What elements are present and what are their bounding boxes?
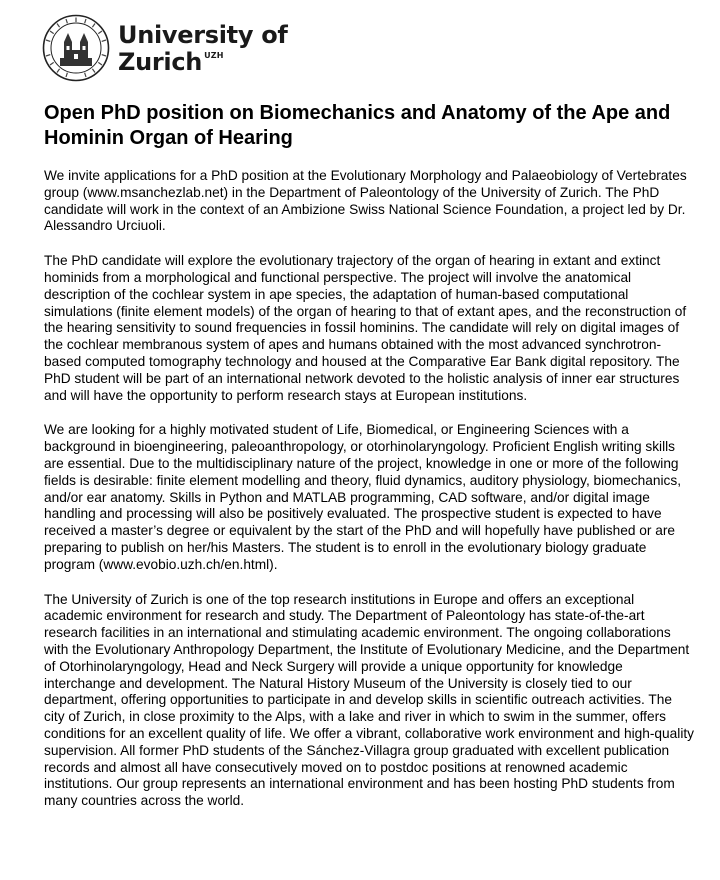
logo-line-1: University of xyxy=(118,20,288,49)
university-logo xyxy=(42,12,288,84)
page-title: Open PhD position on Biomechanics and Anatomy of the Ape and Hominin Organ of Hearing xyxy=(44,102,671,149)
paragraph-project: The PhD candidate will explore the evolutionary trajectory of the organ of hearing in extant and extinct hominids from a morphological and functional perspective. The project will involve the anatomical description of the cochlear system in ape species, the adaptation of human-based computational simulations (finite element models) of the organ of hearing to that of extant apes, and the reconstruction of the hearing sensitivity to sound frequencies in fossil hominins. The candidate will rely on digital images of the cochlear membranous system of apes and humans obtained with the most advanced synchrotron-based computed tomography technology and housed at the Comparative Ear Bank digital repository. The PhD student will be part of an international network devoted to the holistic analysis of inner ear structures and will have the opportunity to perform research stays at European institutions. xyxy=(44,253,687,403)
logo-line-2: Zurich xyxy=(118,47,203,76)
paragraph-environment: The University of Zurich is one of the top research institutions in Europe and offers an exceptional academic environment for research and study. The Department of Paleontology has state-of-the-art research facilities in an international and stimulating academic environment. The ongoing collaborations with the Evolutionary Anthropology Department, the Institute of Evolutionary Medicine, and the Department of Otorhinolaryngology, Head and Neck Surgery will provide a unique opportunity for knowledge interchange and development. The Natural History Museum of the University is closely tied to our department, offering opportunities to participate in and develop skills in scientific outreach activities. The city of Zurich, in close proximity to the Alps, with a lake and river in which to swim in the summer, offers conditions for an excellent quality of life. We offer a vibrant, collaborative work environment and high-quality supervision. All former PhD students of the Sánchez-Villagra group graduated with excellent publication records and almost all have consecutively moved on to postdoc positions at renowned academic institutions. Our group represents an international environment and has been hosting PhD students from many countries across the world. xyxy=(44,591,695,809)
paragraph-intro: We invite applications for a PhD position at the Evolutionary Morphology and Palaeobiology of Vertebrates group (www.msanchezlab.net) in the Department of Paleontology of the University of Zurich. The PhD candidate will work in the context of an Ambizione Swiss National Science Foundation, a project led by Dr. Alessandro Urciuoli. xyxy=(44,168,687,234)
logo-superscript: UZH xyxy=(204,50,224,60)
university-seal-icon xyxy=(42,14,110,82)
logo-line-2-wrap xyxy=(118,47,288,76)
paragraph-requirements: We are looking for a highly motivated student of Life, Biomedical, or Engineering Sciences with a background in bioengineering, paleoanthropology, or otorhinolaryngology. Proficient English writing skills are essential. Due to the multidisciplinary nature of the project, knowledge in one or more of the following fields is desirable: finite element modelling and theory, fluid dynamics, auditory physiology, biomechanics, and/or ear anatomy. Skills in Python and MATLAB programming, CAD software, and/or digital image handling and processing will also be positively evaluated. The prospective student is expected to have received a master’s degree or equivalent by the start of the PhD and will hopefully have published or are preparing to publish on her/his Masters. The student is to enroll in the evolutionary biology graduate program (www.evobio.uzh.ch/en.html). xyxy=(44,422,682,572)
document-body xyxy=(44,168,694,828)
university-wordmark xyxy=(118,20,288,76)
